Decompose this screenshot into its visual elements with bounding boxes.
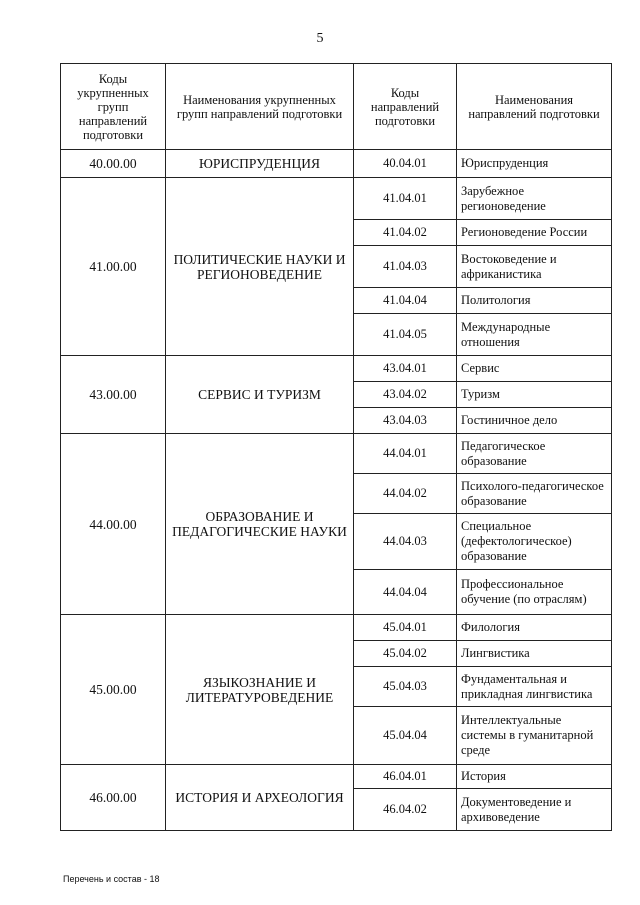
- direction-name: Международные отношения: [457, 314, 612, 356]
- direction-code: 43.04.02: [354, 382, 457, 408]
- direction-code: 44.04.01: [354, 434, 457, 474]
- header-group-code: Коды укрупненных групп направлений подготовки: [61, 64, 166, 150]
- group-code: 40.00.00: [61, 150, 166, 178]
- header-row: [61, 64, 612, 150]
- direction-name: Фундаментальная и прикладная лингвистика: [457, 667, 612, 707]
- direction-code: 41.04.01: [354, 178, 457, 220]
- group-name: ИСТОРИЯ И АРХЕОЛОГИЯ: [166, 765, 354, 831]
- table-row: [61, 434, 612, 474]
- table-row: [61, 150, 612, 178]
- direction-code: 40.04.01: [354, 150, 457, 178]
- header-group-name: Наименования укрупненных групп направлений подготовки: [166, 64, 354, 150]
- direction-name: Зарубежное регионоведение: [457, 178, 612, 220]
- group-code: 44.00.00: [61, 434, 166, 615]
- direction-code: 44.04.02: [354, 474, 457, 514]
- direction-code: 46.04.02: [354, 789, 457, 831]
- group-name: ОБРАЗОВАНИЕ И ПЕДАГОГИЧЕСКИЕ НАУКИ: [166, 434, 354, 615]
- page-number: 5: [316, 31, 324, 46]
- direction-code: 44.04.03: [354, 514, 457, 570]
- table-row: [61, 356, 612, 382]
- direction-code: 45.04.02: [354, 641, 457, 667]
- direction-name: Документоведение и архивоведение: [457, 789, 612, 831]
- direction-name: История: [457, 765, 612, 789]
- directions-table: [60, 63, 612, 831]
- table-row: [61, 765, 612, 789]
- direction-name: Специальное (дефектологическое) образование: [457, 514, 612, 570]
- direction-code: 43.04.03: [354, 408, 457, 434]
- direction-name: Политология: [457, 288, 612, 314]
- direction-name: Филология: [457, 615, 612, 641]
- table-row: [61, 178, 612, 220]
- direction-name: Регионоведение России: [457, 220, 612, 246]
- direction-name: Психолого-педагогическое образование: [457, 474, 612, 514]
- header-direction-code: Коды направлений подготовки: [354, 64, 457, 150]
- direction-name: Лингвистика: [457, 641, 612, 667]
- direction-code: 44.04.04: [354, 570, 457, 615]
- group-code: 45.00.00: [61, 615, 166, 765]
- group-code: 46.00.00: [61, 765, 166, 831]
- group-name: ЯЗЫКОЗНАНИЕ И ЛИТЕРАТУРОВЕДЕНИЕ: [166, 615, 354, 765]
- direction-code: 41.04.02: [354, 220, 457, 246]
- direction-name: Туризм: [457, 382, 612, 408]
- group-code: 43.00.00: [61, 356, 166, 434]
- direction-code: 45.04.03: [354, 667, 457, 707]
- direction-name: Педагогическое образование: [457, 434, 612, 474]
- direction-code: 41.04.04: [354, 288, 457, 314]
- direction-code: 45.04.04: [354, 707, 457, 765]
- direction-name: Интеллектуальные системы в гуманитарной среде: [457, 707, 612, 765]
- direction-code: 41.04.05: [354, 314, 457, 356]
- direction-name: Сервис: [457, 356, 612, 382]
- direction-code: 43.04.01: [354, 356, 457, 382]
- direction-code: 41.04.03: [354, 246, 457, 288]
- direction-name: Юриспруденция: [457, 150, 612, 178]
- table-row: [61, 615, 612, 641]
- direction-name: Гостиничное дело: [457, 408, 612, 434]
- group-name: ПОЛИТИЧЕСКИЕ НАУКИ И РЕГИОНОВЕДЕНИЕ: [166, 178, 354, 356]
- direction-code: 46.04.01: [354, 765, 457, 789]
- direction-name: Профессиональное обучение (по отраслям): [457, 570, 612, 615]
- direction-code: 45.04.01: [354, 615, 457, 641]
- direction-name: Востоковедение и африканистика: [457, 246, 612, 288]
- footer-note: Перечень и состав - 18: [63, 874, 160, 884]
- group-name: ЮРИСПРУДЕНЦИЯ: [166, 150, 354, 178]
- group-name: СЕРВИС И ТУРИЗМ: [166, 356, 354, 434]
- header-direction-name: Наименования направлений подготовки: [457, 64, 612, 150]
- group-code: 41.00.00: [61, 178, 166, 356]
